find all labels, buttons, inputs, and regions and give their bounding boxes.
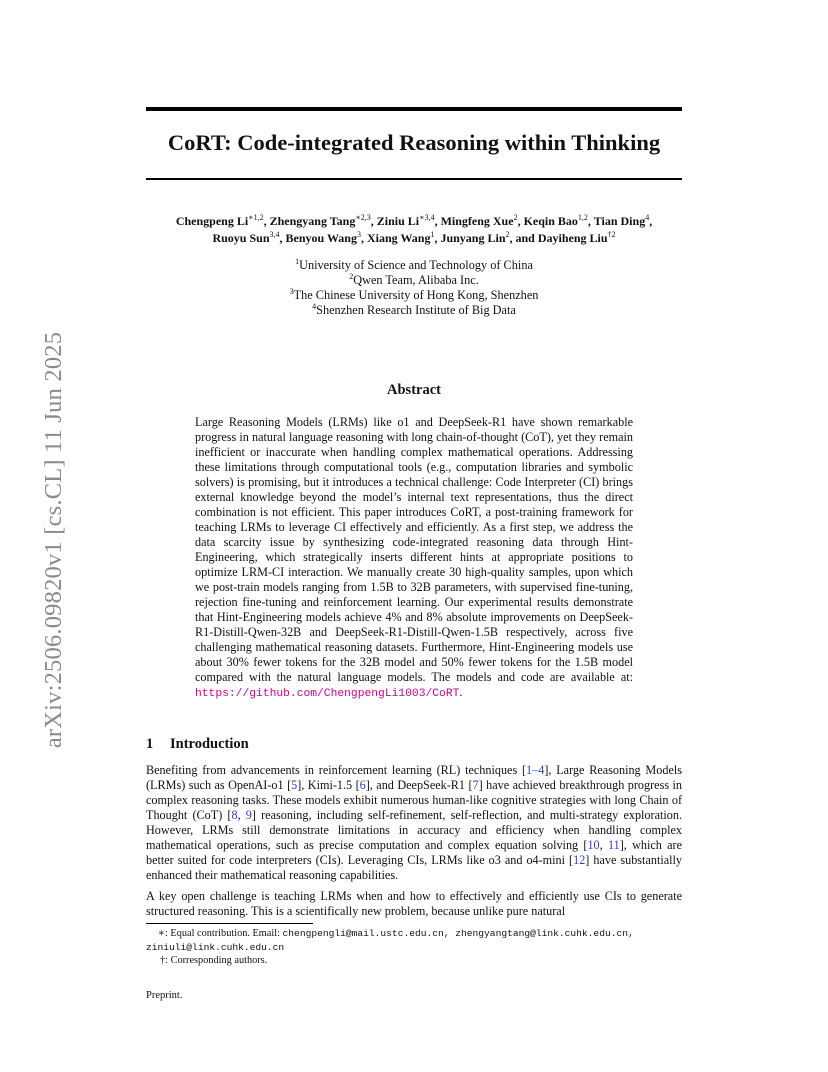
citation-link[interactable]: 8 (231, 808, 238, 822)
footnote-equal-contribution (146, 927, 682, 955)
author-name: Benyou Wang (285, 231, 357, 245)
footnote-text: : Corresponding authors. (165, 955, 268, 966)
abstract-heading: Abstract (387, 382, 441, 398)
author-conjunction: and (515, 231, 535, 245)
author-affil-mark: ∗2,3 (355, 213, 371, 222)
title-bottom-rule (146, 178, 682, 180)
code-repository-link[interactable]: https://github.com/ChengpengLi1003/CoRT (195, 688, 460, 700)
author-affil-mark: ∗1,2 (248, 213, 264, 222)
affiliation-name: Shenzhen Research Institute of Big Data (316, 303, 516, 317)
author-affil-mark: 1,2 (577, 213, 588, 222)
author-name: Chengpeng Li (175, 214, 249, 228)
affiliation-name: The Chinese University of Hong Kong, Shenzhen (293, 288, 539, 302)
footnote-emails: chengpengli@mail.ustc.edu.cn, zhengyangtang@link.cuhk.edu.cn, ziniuli@link.cuhk.edu.cn (146, 928, 634, 953)
affiliation (146, 288, 682, 303)
section-number: 1 (146, 736, 154, 752)
affiliation-number: 3 (289, 287, 294, 296)
author-affil-mark: 1 (430, 230, 435, 239)
author-name: Junyang Lin (440, 231, 506, 245)
author-affil-mark: 3 (356, 230, 361, 239)
text-run: ] have substantially enhanced their mathematical reasoning capabilities. (146, 853, 682, 882)
arxiv-identifier-stamp: arXiv:2506.09820v1 [cs.CL] 11 Jun 2025 (40, 331, 67, 749)
footnote-mark: † (160, 955, 166, 966)
affiliation-number: 2 (349, 272, 354, 281)
author-name: Zhengyang Tang (269, 214, 356, 228)
paper-title: CoRT: Code-integrated Reasoning within Thinking (167, 130, 661, 155)
affiliation-name: University of Science and Technology of China (299, 258, 533, 272)
citation-link[interactable]: 11 (607, 838, 620, 852)
abstract-body-text: Large Reasoning Models (LRMs) like o1 and DeepSeek-R1 have shown remarkable progress in natural language reasoning with long chain-of-thought (CoT), yet they remain inefficient or inaccurate when handling complex mathematical operations. Addressing these limitations through computational tools (e.g., computation libraries and symbolic solvers) is promising, but it introduces a technical challenge: Code Interpreter (CI) brings external knowledge beyond the model’s internal text representations, thus the direct combination is not efficient. This paper introduces CoRT, a post-training framework for teaching LRMs to leverage CI effectively and efficiently. As a first step, we address the data scarcity issue by synthesizing code-integrated reasoning data through Hint-Engineering, which strategically inserts different hints at appropriate positions to optimize LRM-CI interaction. We manually create 30 high-quality samples, upon which we post-train models ranging from 1.5B to 32B parameters, with supervised fine-tuning, rejection fine-tuning and reinforcement learning. Our experimental results demonstrate that Hint-Engineering models achieve 4% and 8% absolute improvements on DeepSeek-R1-Distill-Qwen-32B and DeepSeek-R1-Distill-Qwen-1.5B respectively, across five challenging mathematical reasoning datasets. Furthermore, Hint-Engineering models use about 30% fewer tokens for the 32B model and 50% fewer tokens for the 1.5B model compared with the natural language models. The models and code are available at: (195, 415, 633, 684)
abstract-end-punct: . (459, 685, 463, 699)
text-run: , (599, 838, 608, 852)
text-run: ], Kimi-1.5 [ (297, 778, 360, 792)
author-name: Tian Ding (593, 214, 646, 228)
affiliation-number: 1 (295, 257, 300, 266)
citation-link[interactable]: 6 (359, 778, 366, 792)
citation-link[interactable]: 12 (573, 853, 586, 867)
author-affil-mark: 4 (645, 213, 650, 222)
abstract-text (195, 415, 633, 702)
author-name: Xiang Wang (366, 231, 431, 245)
text-run: ] have achieved breakthrough progress in complex reasoning tasks. These models exhibit numerous human-like cognitive strategies with long Chain of Thought (CoT) [ (146, 778, 682, 822)
preprint-footer: Preprint. (146, 990, 183, 1001)
text-run: ], which are better suited for code interpreters (CIs). Leveraging CIs, LRMs like o3 and o4-mini [ (146, 838, 682, 867)
author-name: Dayiheng Liu (537, 231, 608, 245)
text-run: , (237, 808, 246, 822)
intro-paragraph-2: A key open challenge is teaching LRMs when and how to effectively and efficiently use CIs to generate structured reasoning. This is a scientifically new problem, because unlike pure natural (146, 889, 682, 918)
author-affil-mark: †2 (607, 230, 616, 239)
affiliation-name: Qwen Team, Alibaba Inc. (353, 273, 479, 287)
section-title: Introduction (170, 736, 249, 752)
affiliation-number: 4 (312, 302, 317, 311)
footnote-corresponding (146, 955, 267, 966)
text-run: Benefiting from advancements in reinforcement learning (RL) techniques [ (146, 763, 527, 777)
title-top-rule (146, 107, 682, 111)
author-name: Mingfeng Xue (440, 214, 514, 228)
author-affil-mark: 2 (513, 213, 518, 222)
affiliation (146, 258, 682, 273)
text-run: ], and DeepSeek-R1 [ (365, 778, 473, 792)
citation-link[interactable]: 7 (472, 778, 479, 792)
text-run: ] reasoning, including self-refinement, self-reflection, and multi-strategy exploration. However, LRMs still demonstrate limitations in accuracy and efficiency when handling complex mathematical operations, such as precise computation and complex equation solving [ (146, 808, 682, 852)
author-affil-mark: 2 (505, 230, 510, 239)
citation-link[interactable]: 5 (291, 778, 298, 792)
footnote-rule (146, 923, 313, 924)
citation-link[interactable]: 9 (245, 808, 252, 822)
text-run: ], Large Reasoning Models (LRMs) such as OpenAI-o1 [ (146, 763, 682, 792)
author-name: Ruoyu Sun (212, 231, 270, 245)
author-name: Ziniu Li (376, 214, 420, 228)
affiliation (146, 303, 682, 318)
affiliation (146, 273, 682, 288)
section-heading-introduction (146, 736, 249, 753)
citation-link[interactable]: 1–4 (526, 763, 545, 777)
author-name: Keqin Bao (523, 214, 578, 228)
affiliation-list (146, 258, 682, 318)
footnote-text: : Equal contribution. Email: (165, 928, 283, 939)
author-affil-mark: ∗3,4 (419, 213, 435, 222)
author-affil-mark: 3,4 (269, 230, 280, 239)
intro-paragraph-1 (146, 763, 682, 883)
footnote-mark: ∗ (158, 928, 165, 939)
author-list: Chengpeng $Li^{∗1,2}$, Zhengyang Tang$^{∗2,3}$, Ziniu $Li^{∗3,4}$, Mingfeng Xue$^2$, Keqin Bao$^{1,2}$, Tian Ding$^4$, Ruoyu Sun$^{3,4}$, Benyou Wang$^3$, Xiang Wang$^1$, Junyang Lin$^2$, and Dayiheng Liu$^{\dagger 2}$ (175, 213, 653, 245)
citation-link[interactable]: 10 (587, 838, 600, 852)
